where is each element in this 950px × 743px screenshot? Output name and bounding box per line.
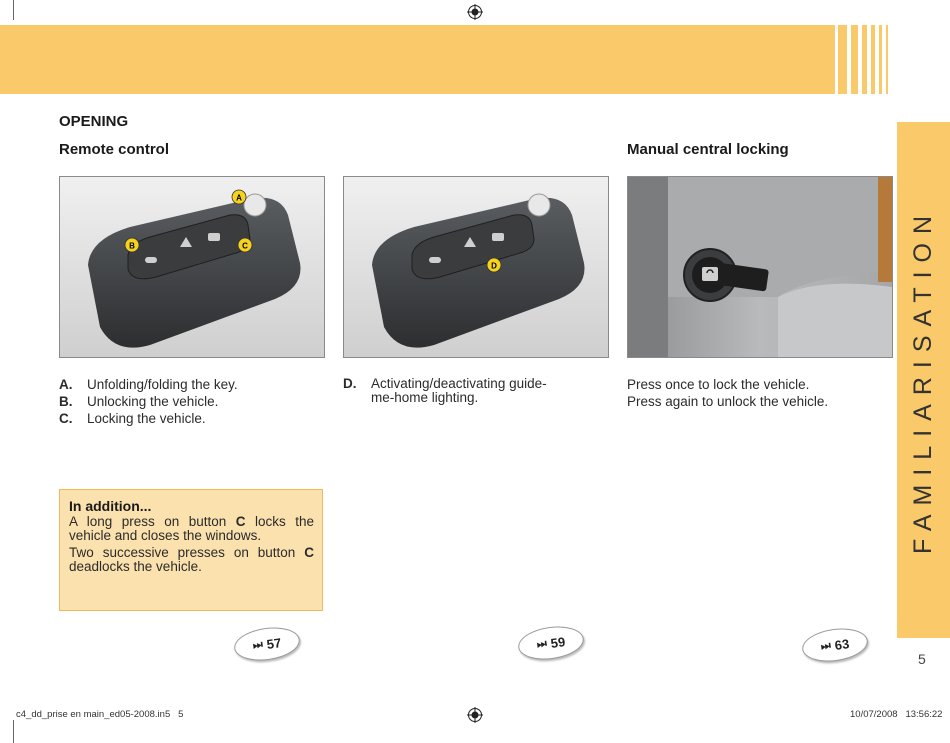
section-title-manual: Manual central locking — [627, 141, 789, 158]
registration-mark-icon — [467, 707, 483, 723]
info-box — [59, 489, 323, 611]
header-stripe — [886, 25, 888, 94]
skip-forward-icon: ⏭ — [820, 639, 832, 653]
info-box-paragraph: Two successive presses on button C deadlocks the vehicle. — [69, 545, 314, 574]
manual-line-2: Press again to unlock the vehicle. — [627, 394, 829, 409]
door-lock-photo — [627, 176, 893, 358]
crop-line — [13, 0, 14, 20]
callout-d — [487, 258, 501, 272]
page-heading: OPENING — [59, 113, 129, 130]
list-item: B. Unlocking the vehicle. — [59, 394, 219, 409]
header-band — [0, 25, 835, 94]
header-stripe — [871, 25, 875, 94]
info-box-title: In addition... — [69, 498, 152, 514]
svg-text:D: D — [491, 261, 497, 271]
header-stripe — [862, 25, 867, 94]
footer-timestamp: 10/07/2008 13:56:22 — [850, 709, 943, 720]
side-tab — [897, 122, 950, 638]
svg-text:B: B — [129, 241, 135, 251]
guide-lighting-list — [343, 377, 553, 405]
page-reference[interactable]: ⏭ 63 — [800, 625, 870, 666]
callout-a — [232, 190, 246, 204]
footer-filename: c4_dd_prise en main_ed05-2008.in5 5 — [16, 709, 184, 720]
key-photo-d — [343, 176, 609, 358]
page-reference[interactable]: ⏭ 57 — [232, 624, 302, 665]
callout-b — [125, 238, 139, 252]
side-tab-label: FAMILIARISATION — [909, 206, 938, 554]
section-title-remote: Remote control — [59, 141, 170, 158]
header-stripe — [838, 25, 847, 94]
page-number: 5 — [918, 651, 926, 667]
list-item: D. Activating/deactivating guide-me-home lighting. — [343, 376, 547, 405]
crop-line — [13, 720, 14, 743]
manual-line-1: Press once to lock the vehicle. — [627, 377, 810, 392]
callout-c — [238, 238, 252, 252]
header-stripe — [879, 25, 882, 94]
info-box-paragraph: A long press on button C locks the vehicle and closes the windows. — [69, 514, 314, 543]
remote-functions-list — [59, 376, 323, 427]
skip-forward-icon: ⏭ — [536, 637, 548, 651]
svg-text:A: A — [236, 193, 242, 203]
svg-text:C: C — [242, 241, 248, 251]
page-reference[interactable]: ⏭ 59 — [516, 623, 586, 664]
header-stripe — [851, 25, 858, 94]
key-photo-abc — [59, 176, 325, 358]
manual-locking-text — [627, 376, 891, 410]
list-item: A. Unfolding/folding the key. — [59, 377, 238, 392]
registration-mark-icon — [467, 4, 483, 20]
list-item: C. Locking the vehicle. — [59, 411, 206, 426]
skip-forward-icon: ⏭ — [252, 638, 264, 652]
